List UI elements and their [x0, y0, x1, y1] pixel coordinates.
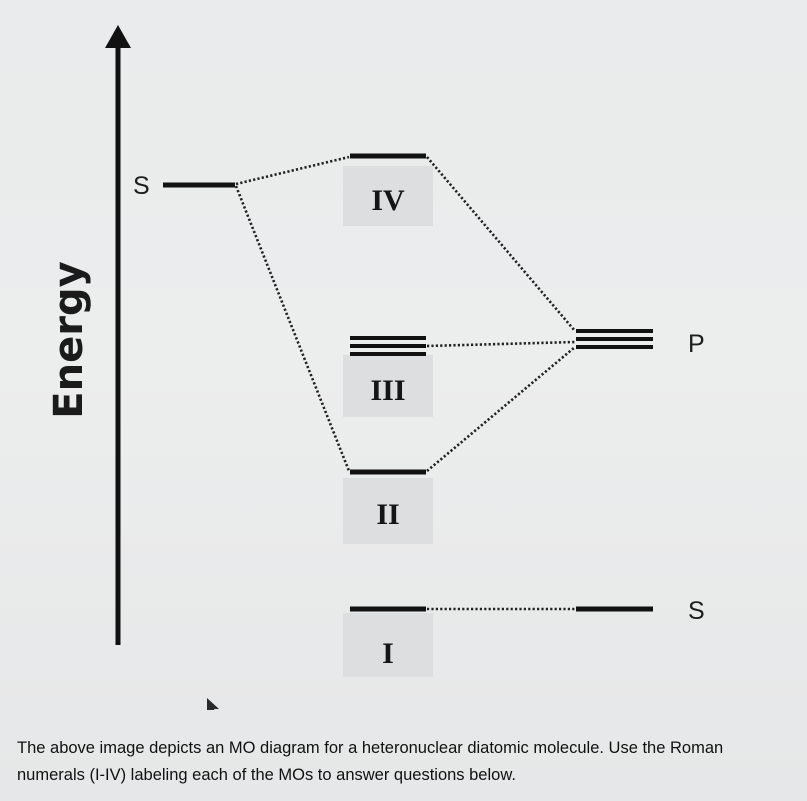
mo-iv-label: IV	[371, 184, 405, 217]
correlation-s-to-ii	[236, 186, 349, 471]
mo-ii-label: II	[376, 498, 400, 531]
energy-axis-label: Energy	[46, 261, 92, 419]
right-atom-p-label: P	[688, 330, 705, 358]
correlation-iv-to-p	[427, 157, 575, 331]
mouse-cursor-icon	[207, 698, 219, 710]
right-atom-s-label: S	[688, 597, 705, 625]
correlation-s-to-iv	[236, 157, 349, 184]
mo-iii-label: III	[370, 374, 406, 407]
mo-i-label: I	[382, 637, 394, 670]
correlation-iii-to-p	[427, 342, 575, 346]
correlation-ii-to-p	[427, 347, 575, 471]
energy-axis-arrowhead	[105, 25, 131, 48]
left-atom-s-label: S	[133, 172, 150, 200]
caption-text: The above image depicts an MO diagram for a heteronuclear diatomic molecule. Use the Roman numerals (I-IV) labeling each of the MOs to answer questions below.	[17, 739, 724, 784]
